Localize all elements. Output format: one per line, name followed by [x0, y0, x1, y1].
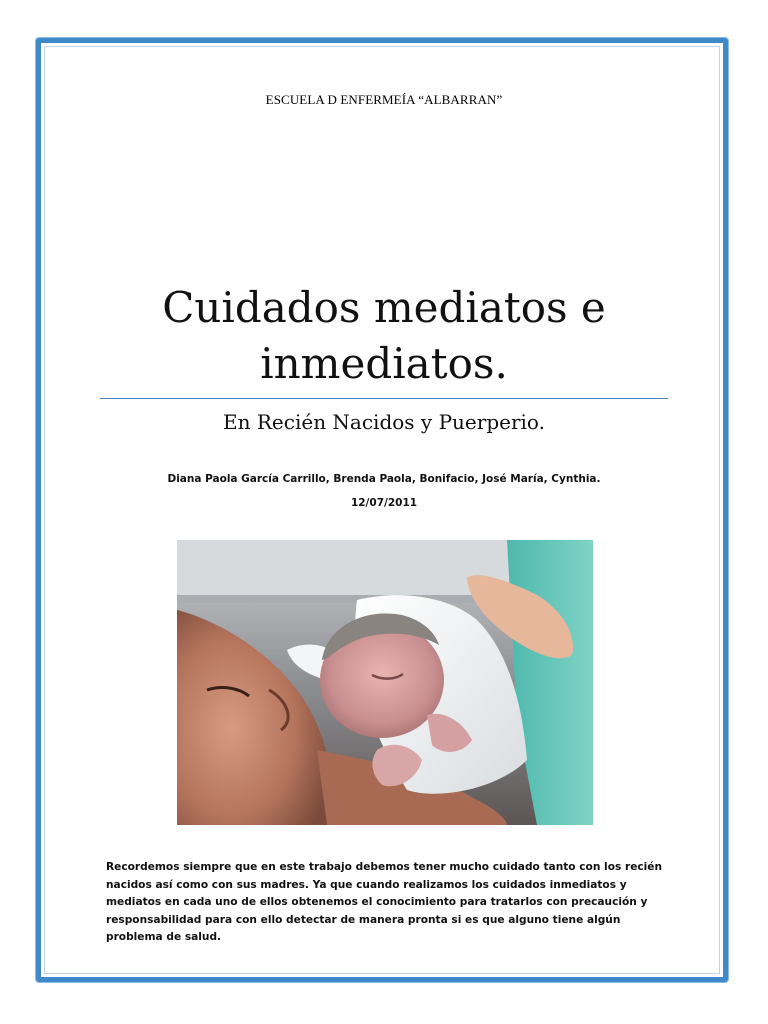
newborn-photo: [177, 540, 593, 825]
document-title: Cuidados mediatos e inmediatos.: [162, 283, 606, 388]
document-subtitle: En Recién Nacidos y Puerperio.: [223, 410, 545, 434]
body-paragraph: Recordemos siempre que en este trabajo debemos tener mucho cuidado tanto con los recién nacidos así como con sus madres. Ya que cuando realizamos los cuidados inmediatos y mediatos en cada uno de ellos obtenemos el conocimiento para tratarlos con precaución y responsabilidad para con ello detectar de manera pronta si es que alguno tiene algún problema de salud.: [106, 861, 663, 943]
school-name: ESCUELA D ENFERMEÍA “ALBARRAN”: [265, 92, 503, 107]
document-date: 12/07/2011: [350, 497, 418, 509]
page-border-inner: [44, 46, 720, 974]
authors: Diana Paola García Carrillo, Brenda Paola, Bonifacio, José María, Cynthia.: [167, 473, 601, 485]
title-divider: [100, 398, 668, 399]
